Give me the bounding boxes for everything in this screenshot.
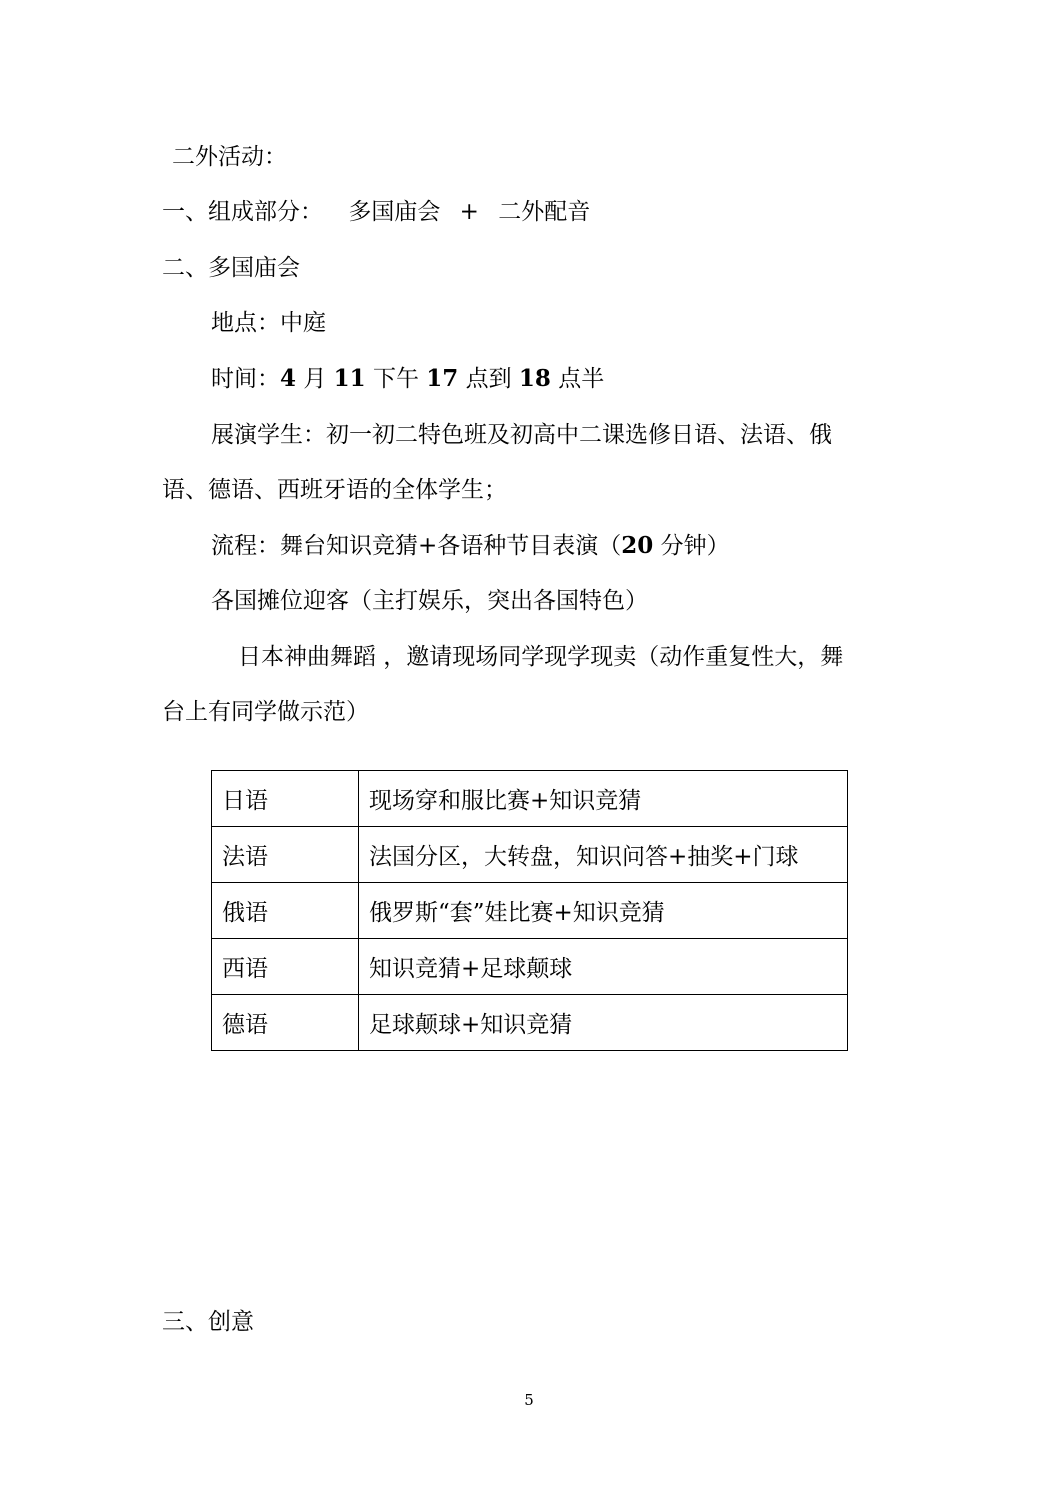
table-row	[212, 883, 848, 939]
activity-cell: 法国分区，大转盘，知识问答+抽奖+门球	[359, 827, 848, 883]
time-afternoon: 下午	[372, 366, 419, 392]
performers-line-2: 语、德语、西班牙语的全体学生；	[162, 477, 507, 503]
section-creativity-title: 三、创意	[162, 1309, 254, 1335]
location-line: 地点：中庭	[211, 310, 326, 336]
table-row	[212, 827, 848, 883]
table-row	[212, 939, 848, 995]
composition-part-b: 二外配音	[498, 199, 591, 225]
composition-plus: +	[459, 199, 479, 225]
activities-table	[211, 770, 848, 1051]
language-cell: 德语	[212, 995, 359, 1051]
section-composition	[162, 197, 590, 227]
dance-line-2: 台上有同学做示范）	[162, 699, 369, 725]
process-prefix: 流程：舞台知识竞猜+各语种节目表演（	[211, 533, 622, 559]
time-day: 11	[333, 365, 366, 392]
language-cell: 西语	[212, 939, 359, 995]
activity-cell: 知识竞猜+足球颠球	[359, 939, 848, 995]
process-suffix: 分钟）	[660, 533, 730, 559]
time-end-hour: 18	[518, 365, 551, 392]
table-row	[212, 995, 848, 1051]
time-line	[211, 364, 604, 394]
activity-cell: 足球颠球+知识竞猜	[359, 995, 848, 1051]
composition-part-a: 多国庙会	[348, 199, 441, 225]
table-row	[212, 771, 848, 827]
activity-cell: 现场穿和服比赛+知识竞猜	[359, 771, 848, 827]
dance-line-1: 日本神曲舞蹈 ，邀请现场同学现学现卖（动作重复性大，舞	[238, 644, 844, 670]
process-minutes: 20	[621, 532, 654, 559]
language-cell: 俄语	[212, 883, 359, 939]
composition-label: 一、组成部分：	[162, 199, 323, 225]
performers-line-1: 展演学生：初一初二特色班及初高中二课选修日语、法语、俄	[211, 422, 832, 448]
process-line	[211, 531, 730, 561]
time-month: 4	[280, 365, 297, 392]
time-month-unit: 月	[303, 366, 327, 392]
language-cell: 法语	[212, 827, 359, 883]
booths-line: 各国摊位迎客（主打娱乐，突出各国特色）	[211, 588, 648, 614]
document-heading: 二外活动：	[172, 144, 287, 170]
time-prefix: 时间：	[211, 366, 280, 392]
page-number: 5	[524, 1391, 534, 1409]
language-cell: 日语	[212, 771, 359, 827]
time-end-suffix: 点半	[558, 366, 605, 392]
section-temple-fair-title: 二、多国庙会	[162, 255, 300, 281]
time-start-hour: 17	[426, 365, 459, 392]
time-to: 点到	[465, 366, 512, 392]
activity-cell: 俄罗斯“套”娃比赛+知识竞猜	[359, 883, 848, 939]
